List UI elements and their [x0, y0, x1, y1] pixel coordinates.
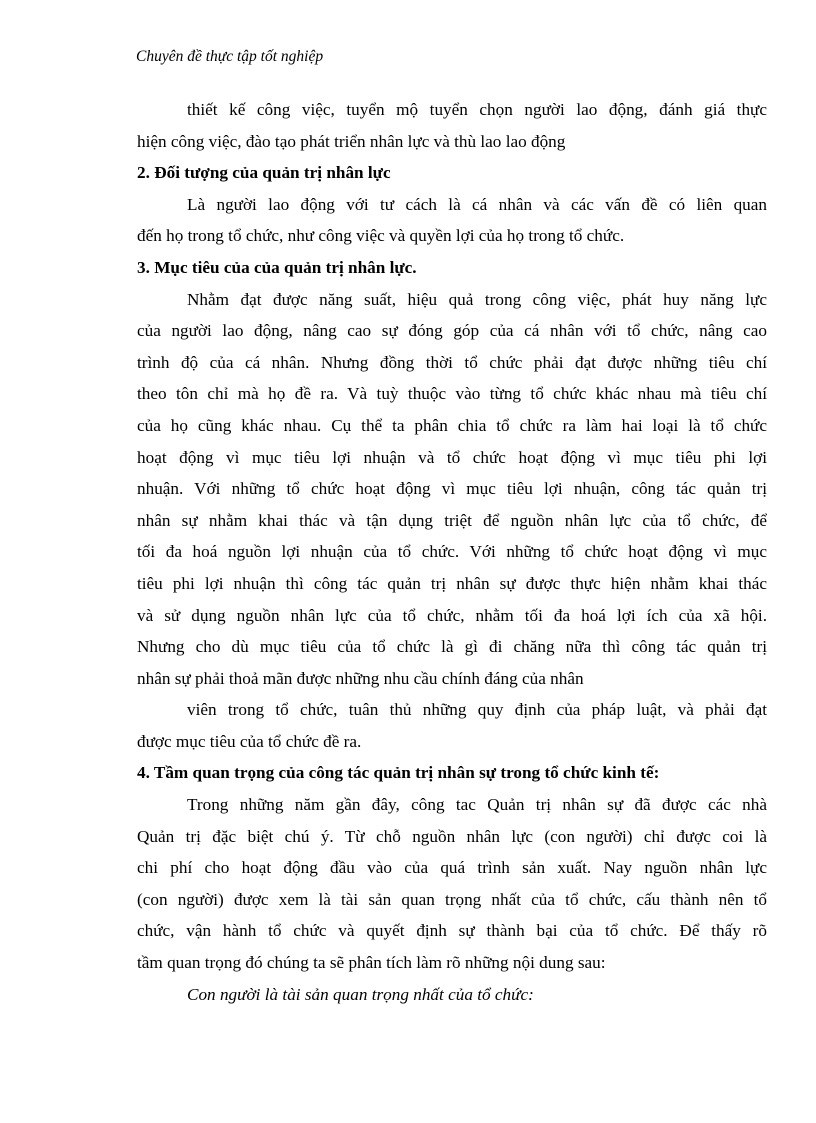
paragraph-line: hoạt động vì mục tiêu lợi nhuận và tổ chức hoạt động vì mục tiêu phi lợi	[137, 447, 767, 467]
paragraph-line: và sử dụng nguồn nhân lực của tổ chức, nhằm tối đa hoá lợi ích của xã hội.	[137, 605, 767, 625]
paragraph-line: của họ cũng khác nhau. Cụ thể ta phân chia tổ chức ra làm hai loại là tổ chức	[137, 415, 767, 435]
paragraph-line: nhuận. Với những tổ chức hoạt động vì mục tiêu lợi nhuận, công tác quản trị	[137, 479, 767, 499]
section-heading: 4. Tầm quan trọng của công tác quản trị nhân sự trong tổ chức kinh tế:	[137, 763, 660, 783]
page-header: Chuyên đề thực tập tốt nghiệp	[136, 48, 324, 65]
paragraph-line: (con người) được xem là tài sản quan trọng nhất của tổ chức, cấu thành nên tổ	[137, 889, 767, 909]
paragraph-line: Nhưng cho dù mục tiêu của tổ chức là gì đi chăng nữa thì công tác quản trị	[137, 637, 767, 657]
paragraph-line: tối đa hoá nguồn lợi nhuận của tổ chức. Với những tổ chức hoạt động vì mục	[137, 542, 767, 562]
paragraph-line: thiết kế công việc, tuyển mộ tuyển chọn người lao động, đánh giá thực	[187, 100, 767, 119]
section-heading: 3. Mục tiêu của của quản trị nhân lực.	[137, 257, 417, 277]
section-heading: 2. Đối tượng của quản trị nhân lực	[137, 163, 391, 183]
paragraph-line: viên trong tổ chức, tuân thủ những quy định của pháp luật, và phải đạt	[187, 700, 767, 720]
paragraph-line: Quản trị đặc biệt chú ý. Từ chỗ nguồn nhân lực (con người) chỉ được coi là	[137, 826, 767, 846]
paragraph-line: được mục tiêu của tổ chức đề ra.	[137, 731, 362, 751]
paragraph-line: hiện công việc, đào tạo phát triển nhân lực và thù lao lao động	[137, 131, 566, 151]
paragraph-line: nhân sự nhằm khai thác và tận dụng triệt để nguồn nhân lực của tổ chức, để	[137, 510, 767, 530]
paragraph-line: theo tôn chỉ mà họ đề ra. Và tuỳ thuộc vào từng tổ chức khác nhau mà tiêu chí	[137, 384, 767, 404]
paragraph-line: đến họ trong tổ chức, như công việc và quyền lợi của họ trong tổ chức.	[137, 226, 625, 246]
paragraph-line: trình độ của cá nhân. Nhưng đồng thời tổ chức phải đạt được những tiêu chí	[137, 352, 767, 372]
document-body	[137, 94, 767, 1010]
paragraph-line: chức, vận hành tổ chức và quyết định sự thành bại của tổ chức. Để thấy rõ	[137, 921, 767, 941]
paragraph-line: nhân sự phải thoả mãn được những nhu cầu chính đáng của nhân	[137, 668, 584, 688]
paragraph-line: của người lao động, nâng cao sự đóng góp của cá nhân với tổ chức, nâng cao	[137, 321, 767, 341]
paragraph-line: chi phí cho hoạt động đầu vào của quá trình sản xuất. Nay nguồn nhân lực	[137, 858, 767, 878]
paragraph-line: Là người lao động với tư cách là cá nhân và các vấn đề có liên quan	[187, 194, 767, 214]
italic-subheading: Con người là tài sản quan trọng nhất của tổ chức:	[187, 984, 534, 1004]
paragraph-line: Nhằm đạt được năng suất, hiệu quả trong công việc, phát huy năng lực	[187, 289, 767, 309]
paragraph-line: tiêu phi lợi nhuận thì công tác quản trị nhân sự được thực hiện nhằm khai thác	[137, 573, 767, 593]
paragraph-line: tầm quan trọng đó chúng ta sẽ phân tích làm rõ những nội dung sau:	[137, 953, 606, 973]
paragraph-line: Trong những năm gần đây, công tac Quản trị nhân sự đã được các nhà	[187, 795, 767, 815]
